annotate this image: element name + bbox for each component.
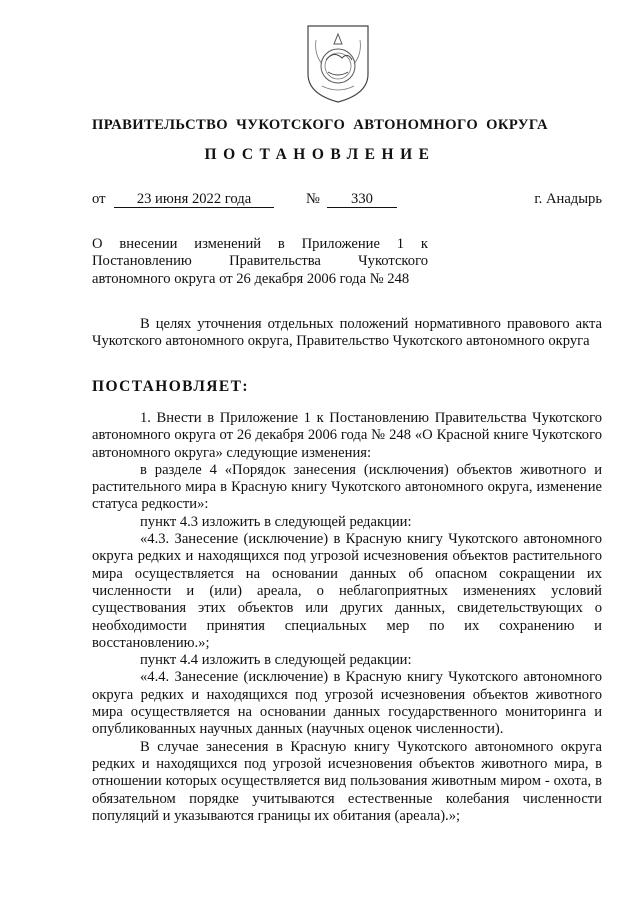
city: г. Анадырь [534,191,602,207]
document-type-title: ПОСТАНОВЛЕНИЕ [204,146,436,163]
paragraph-1: 1. Внести в Приложение 1 к Постановлению Правительства Чукотского автономного округа от 26 декабря 2006 года № 248 «О Красной книге Чукотского автономного округа» следующие изменения: [92,410,602,461]
preamble-text: В целях уточнения отдельных положений нормативного правового акта Чукотского автономного округа, Правительство Чукотского автономного округа [92,316,602,350]
number-field [327,191,397,208]
paragraph-2: в разделе 4 «Порядок занесения (исключения) объектов животного и растительного мира в Красную книгу Чукотского автономного округа, изменение статуса редкости»: [92,461,602,513]
document-body [92,410,602,825]
preamble [92,316,602,351]
date-field [114,191,274,208]
number-label: № [306,191,320,207]
paragraph-4: «4.3. Занесение (исключение) в Красную книгу Чукотского автономного округа редких и находящихся под угрозой исчезновения объектов растительного мира осуществляется на основании данных об опасном сокращении их численности и (или) ареала, о неблагоприятных изменениях условий существования этих объектов или других данных, свидетельствующих о необходимости принятия специальных мер по их сохранению и восстановлению.»; [92,531,602,651]
paragraph-3: пункт 4.3 изложить в следующей редакции: [140,513,412,530]
document-date: 23 июня 2022 года [114,191,274,208]
document-subject: О внесении изменений в Приложение 1 к Постановлению Правительства Чукотского автономного округа от 26 декабря 2006 года № 248 [92,236,428,287]
paragraph-6: «4.4. Занесение (исключение) в Красную книгу Чукотского автономного округа редких и находящихся под угрозой исчезновения объектов животного мира осуществляется на основании данных государственного мониторинга и опубликованных научных данных (научных оценок численности). [92,669,602,738]
coat-of-arms-emblem [304,20,372,104]
government-name: ПРАВИТЕЛЬСТВО ЧУКОТСКОГО АВТОНОМНОГО ОКРУГА [92,117,548,133]
paragraph-7: В случае занесения в Красную книгу Чукотского автономного округа редких и находящихся под угрозой исчезновения объектов животного мира, в отношении которых осуществляется вид пользования животным миром - охота, в обязательном порядке учитываются естественные колебания численности популяций и указываются границы их обитания (ареала).»; [92,738,602,824]
document-number: 330 [327,191,397,208]
date-prefix-label: от [92,191,106,207]
decides-heading: ПОСТАНОВЛЯЕТ: [92,378,249,395]
paragraph-5: пункт 4.4 изложить в следующей редакции: [140,652,412,669]
